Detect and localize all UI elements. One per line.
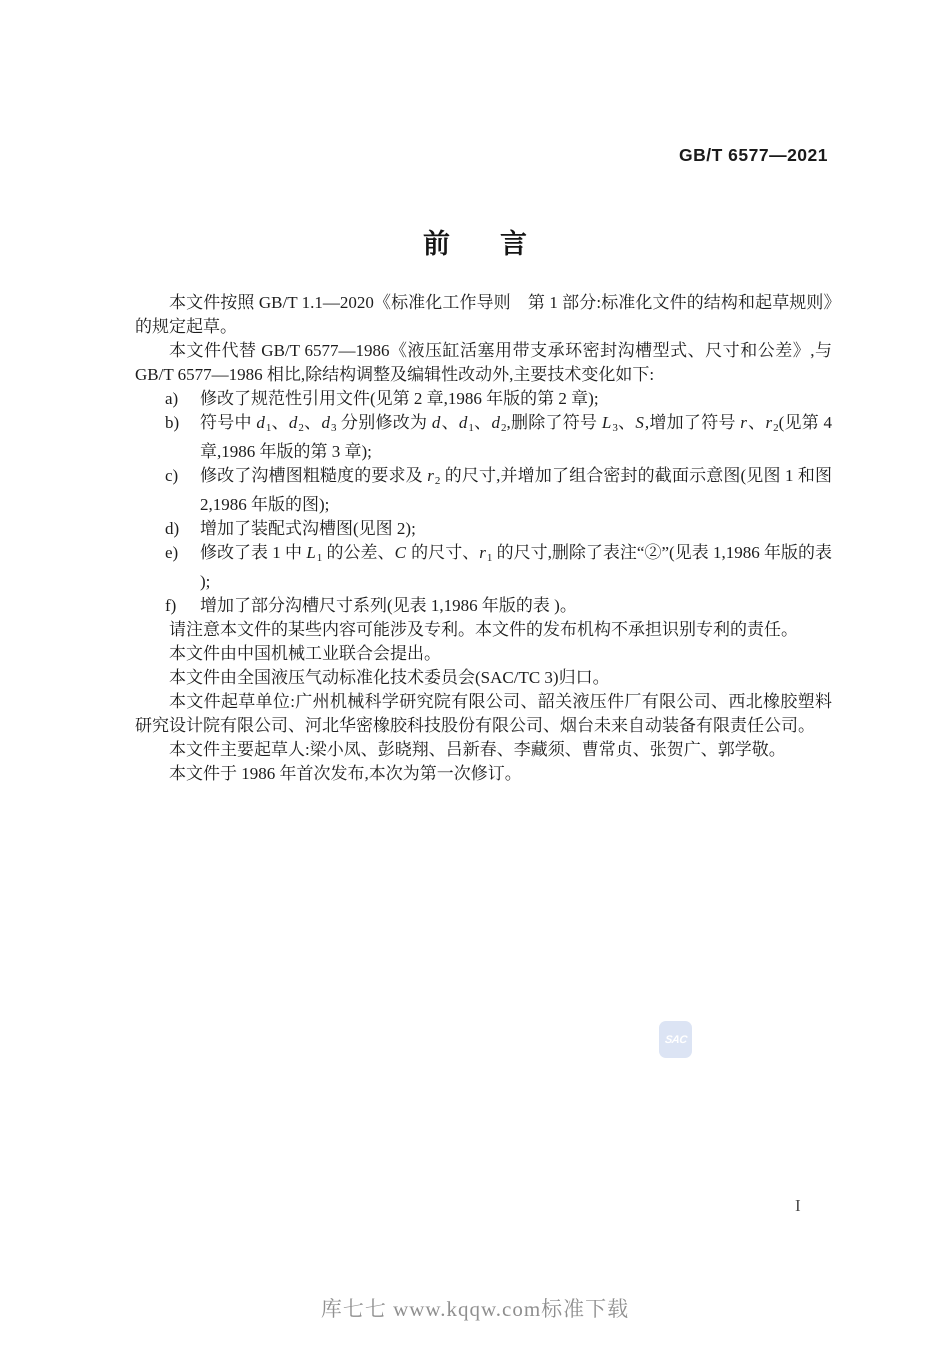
list-text-e: 修改了表 1 中 $L_1$ 的公差、C 的尺寸、$r_1$ 的尺寸,删除了表注“②”(见表 1,1986 年版的表 ); bbox=[200, 543, 833, 592]
list-marker-a: a) bbox=[165, 389, 179, 408]
paragraph-proposed-by: 本文件由中国机械工业联合会提出。 bbox=[169, 644, 441, 664]
list-marker-f: f) bbox=[165, 596, 177, 616]
list-text-f: 增加了部分沟槽尺寸系列(见表 1,1986 年版的表 )。 bbox=[200, 596, 577, 616]
list-marker-d: d) bbox=[165, 519, 180, 539]
paragraph-revision-history: 本文件于 1986 年首次发布,本次为第一次修订。 bbox=[169, 764, 522, 784]
sac-logo-text: SAC bbox=[663, 1033, 688, 1046]
list-marker-b: b) bbox=[165, 413, 180, 432]
paragraph-replaces: 本文件代替 GB/T 6577—1986《液压缸活塞用带支承环密封沟槽型式、尺寸和公差》,与 GB/T 6577—1986 相比,除结构调整及编辑性改动外,主要技术变化如下: bbox=[135, 341, 832, 384]
foreword-title bbox=[0, 222, 950, 261]
list-marker-c: c) bbox=[165, 466, 179, 486]
download-site-watermark: 库七七 www.kqqw.com标准下载 bbox=[320, 1297, 630, 1321]
list-text-d: 增加了装配式沟槽图(见图 2); bbox=[200, 519, 416, 539]
change-list-item-a bbox=[135, 387, 832, 411]
paragraph-drafting-organizations: 本文件起草单位:广州机械科学研究院有限公司、韶关液压件厂有限公司、西北橡胶塑料研究设计院有限公司、河北华密橡胶科技股份有限公司、烟台未来自动装备有限责任公司。 bbox=[135, 692, 832, 736]
paragraph-drafters: 本文件主要起草人:梁小凤、彭晓翔、吕新春、李藏须、曹常贞、张贺广、郭学敬。 bbox=[169, 740, 786, 760]
change-list-item-f bbox=[135, 594, 832, 618]
foreword-body bbox=[135, 291, 832, 786]
paragraph-committee: 本文件由全国液压气动标准化技术委员会(SAC/TC 3)归口。 bbox=[169, 668, 610, 688]
change-list-item-b bbox=[135, 411, 832, 464]
change-list-item-c bbox=[135, 464, 832, 517]
page-number: I bbox=[795, 1196, 801, 1215]
change-list-item-e bbox=[135, 541, 832, 594]
list-text-a: 修改了规范性引用文件(见第 2 章,1986 年版的第 2 章); bbox=[200, 389, 599, 408]
change-list-item-d bbox=[135, 517, 832, 541]
sac-logo-watermark bbox=[659, 1021, 692, 1058]
paragraph-patent-notice: 请注意本文件的某些内容可能涉及专利。本文件的发布机构不承担识别专利的责任。 bbox=[169, 620, 798, 640]
foreword-title-char-1: 前 bbox=[423, 229, 450, 259]
list-text-b: 符号中 $d_1$、$d_2$、$d_3$ 分别修改为 d、$d_1$、$d_2$,删除了符号 $L_3$、S,增加了符号 r、$r_2$(见第 4 章,1986 年版的第 3 章); bbox=[200, 413, 833, 462]
list-marker-e: e) bbox=[165, 543, 179, 563]
standard-code: GB/T 6577—2021 bbox=[678, 145, 828, 165]
list-text-c: 修改了沟槽图粗糙度的要求及 $r_2$ 的尺寸,并增加了组合密封的截面示意图(见图 1 和图 2,1986 年版的图); bbox=[200, 466, 832, 515]
foreword-title-char-2: 言 bbox=[500, 229, 527, 259]
paragraph-scope-basis: 本文件按照 GB/T 1.1—2020《标准化工作导则 第 1 部分:标准化文件的结构和起草规则》的规定起草。 bbox=[135, 293, 832, 336]
